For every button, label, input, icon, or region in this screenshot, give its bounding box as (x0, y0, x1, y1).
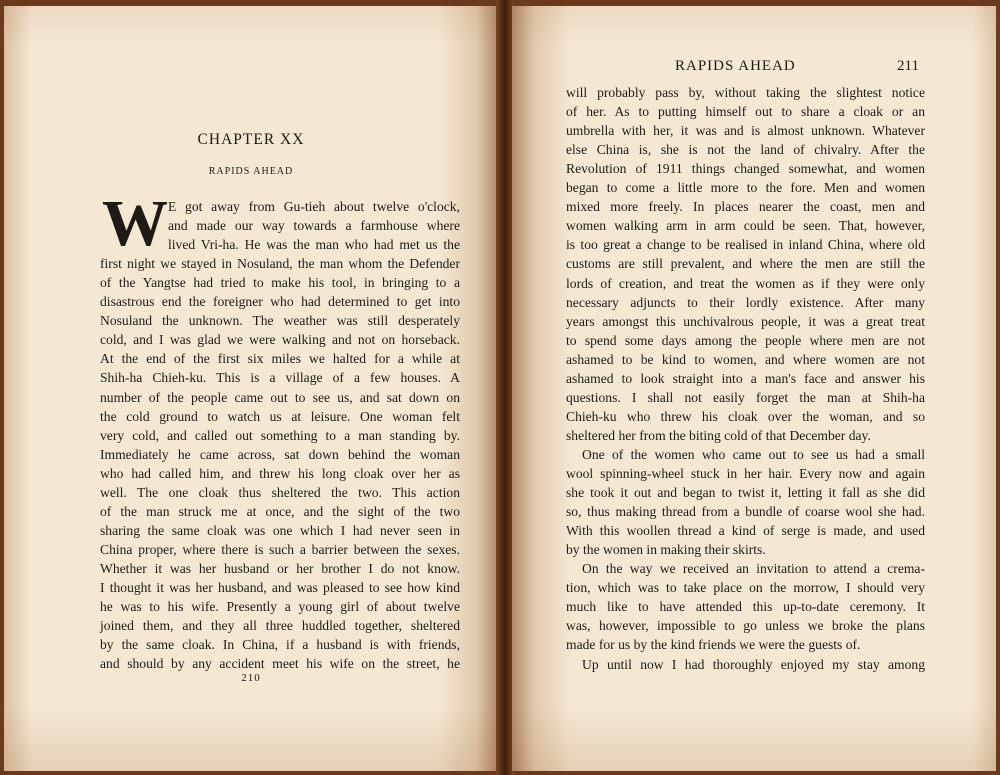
body-line: Whether it was her husband or her brother I do not know. (100, 560, 460, 576)
body-line: lived Vri-ha. He was the man who had met us the (168, 237, 460, 253)
body-line: began to come a little more to the fore. Men and women (566, 180, 925, 196)
body-line: Up until now I had thoroughly enjoyed my stay among (582, 656, 925, 672)
body-line: ashamed to look straight into a man's face and answer his (566, 370, 925, 386)
chapter-heading: CHAPTER XX (197, 131, 305, 148)
body-line: years amongst this unchivalrous people, it was a great treat (566, 313, 925, 329)
body-line: women walking arm in arm could be seen. That, however, (566, 218, 925, 234)
body-line: and made our way towards a farmhouse where (168, 218, 460, 234)
body-line: umbrella with her, it was and is almost unknown. Whatever (566, 123, 925, 139)
body-line: wool spinning-wheel stuck in her hair. Every now and again (566, 466, 925, 481)
body-line: lords of creation, and treat the women as if they were only (566, 275, 925, 291)
body-line: E got away from Gu-tieh about twelve o'clock, (168, 199, 460, 214)
body-line: mixed more freely. In places nearer the coast, men and (566, 199, 925, 215)
body-line: made for us by the kind friends we were the guests of. (566, 637, 861, 653)
body-line: sharing the same cloak was one which I had never seen in (100, 522, 460, 538)
body-line: ashamed to be kind to women, and where women are not (566, 351, 925, 367)
body-line: tion, which was to take place on the morrow, I should very (566, 580, 925, 596)
body-line: first night we stayed in Nosuland, the man whom the Defender (100, 256, 460, 272)
body-line: disastrous end the foreigner who had determined to get into (100, 294, 460, 310)
body-line: On the way we received an invitation to attend a crema- (582, 561, 925, 577)
body-line: sheltered her from the biting cold of that December day. (566, 427, 871, 443)
body-line: much like to have attended this up-to-date ceremony. It (566, 599, 925, 615)
body-line: he was to his wife. Presently a young girl of about twelve (100, 599, 460, 615)
body-line: by the same cloak. In China, if a husband is with friends, (100, 637, 460, 653)
body-line: and should by any accident meet his wife on the street, he (100, 656, 460, 672)
body-line: With this woollen thread a kind of serge is made, and used (566, 523, 925, 539)
running-head: RAPIDS AHEAD (675, 58, 796, 74)
body-line: will probably pass by, without taking the slightest notice (566, 85, 925, 100)
body-line: joined them, and they all three huddled together, sheltered (100, 618, 460, 634)
right-page-number: 211 (897, 58, 919, 74)
body-line: by the women in making their skirts. (566, 542, 766, 558)
body-line: customs are still prevalent, and where the men are still the (566, 256, 925, 272)
body-line: necessary adjuncts to their lordly existence. After many (566, 294, 925, 310)
body-line: very cold, and called out something to a man standing by. (100, 427, 460, 443)
body-line: was, however, impossible to go unless we broke the plans (566, 618, 925, 634)
body-line: of her. As to putting himself out to share a cloak or an (566, 104, 925, 120)
body-line: Immediately he came across, sat down behind the woman (100, 446, 460, 462)
body-line: questions. I shall not easily forget the man at Shih-ha (566, 389, 925, 405)
left-page (4, 6, 498, 771)
body-line: the cold ground to watch us at leisure. One woman felt (100, 408, 460, 424)
body-line: so, thus making thread from a bundle of coarse wool she had. (566, 504, 925, 520)
body-line: Revolution of 1911 things changed somewhat, and women (566, 161, 925, 177)
body-line: she took it out and began to twist it, letting it fall as she did (566, 485, 925, 501)
body-line: who had called him, and threw his long cloak over her as (100, 465, 460, 481)
body-line: China proper, where there is such a barrier between the sexes. (100, 541, 460, 557)
body-line: One of the women who came out to see us had a small (582, 446, 925, 462)
body-line: Nosuland the unknown. The weather was still desperately (100, 313, 460, 329)
body-line: cold, and I was glad we were walking and not on horseback. (100, 332, 460, 348)
body-line: Shih-ha Chieh-ku. This is a village of a few houses. A (100, 370, 460, 386)
body-line: is too great a change to be realised in inland China, where old (566, 237, 925, 253)
body-line: to spend some days among the people where men are not (566, 332, 925, 348)
left-page-number: 210 (241, 672, 261, 684)
body-line: Chieh-ku who threw his cloak over the woman, and so (566, 408, 925, 424)
chapter-subheading: RAPIDS AHEAD (208, 166, 294, 177)
drop-cap: W (102, 187, 168, 260)
right-page (512, 6, 996, 771)
body-line: number of the people came out to see us, and sat down on (100, 389, 460, 405)
body-line: of the Yangtse had tried to make his tool, in bringing to a (100, 275, 460, 291)
body-line: well. The one cloak thus sheltered the two. This action (100, 484, 460, 500)
body-line: else China is, she is not the land of chivalry. After the (566, 142, 925, 158)
body-line: of the man struck me at once, and the sight of the two (100, 503, 460, 519)
body-line: I thought it was her husband, and was pleased to see how kind (100, 580, 460, 595)
body-line: At the end of the first six miles we halted for a while at (100, 351, 460, 367)
